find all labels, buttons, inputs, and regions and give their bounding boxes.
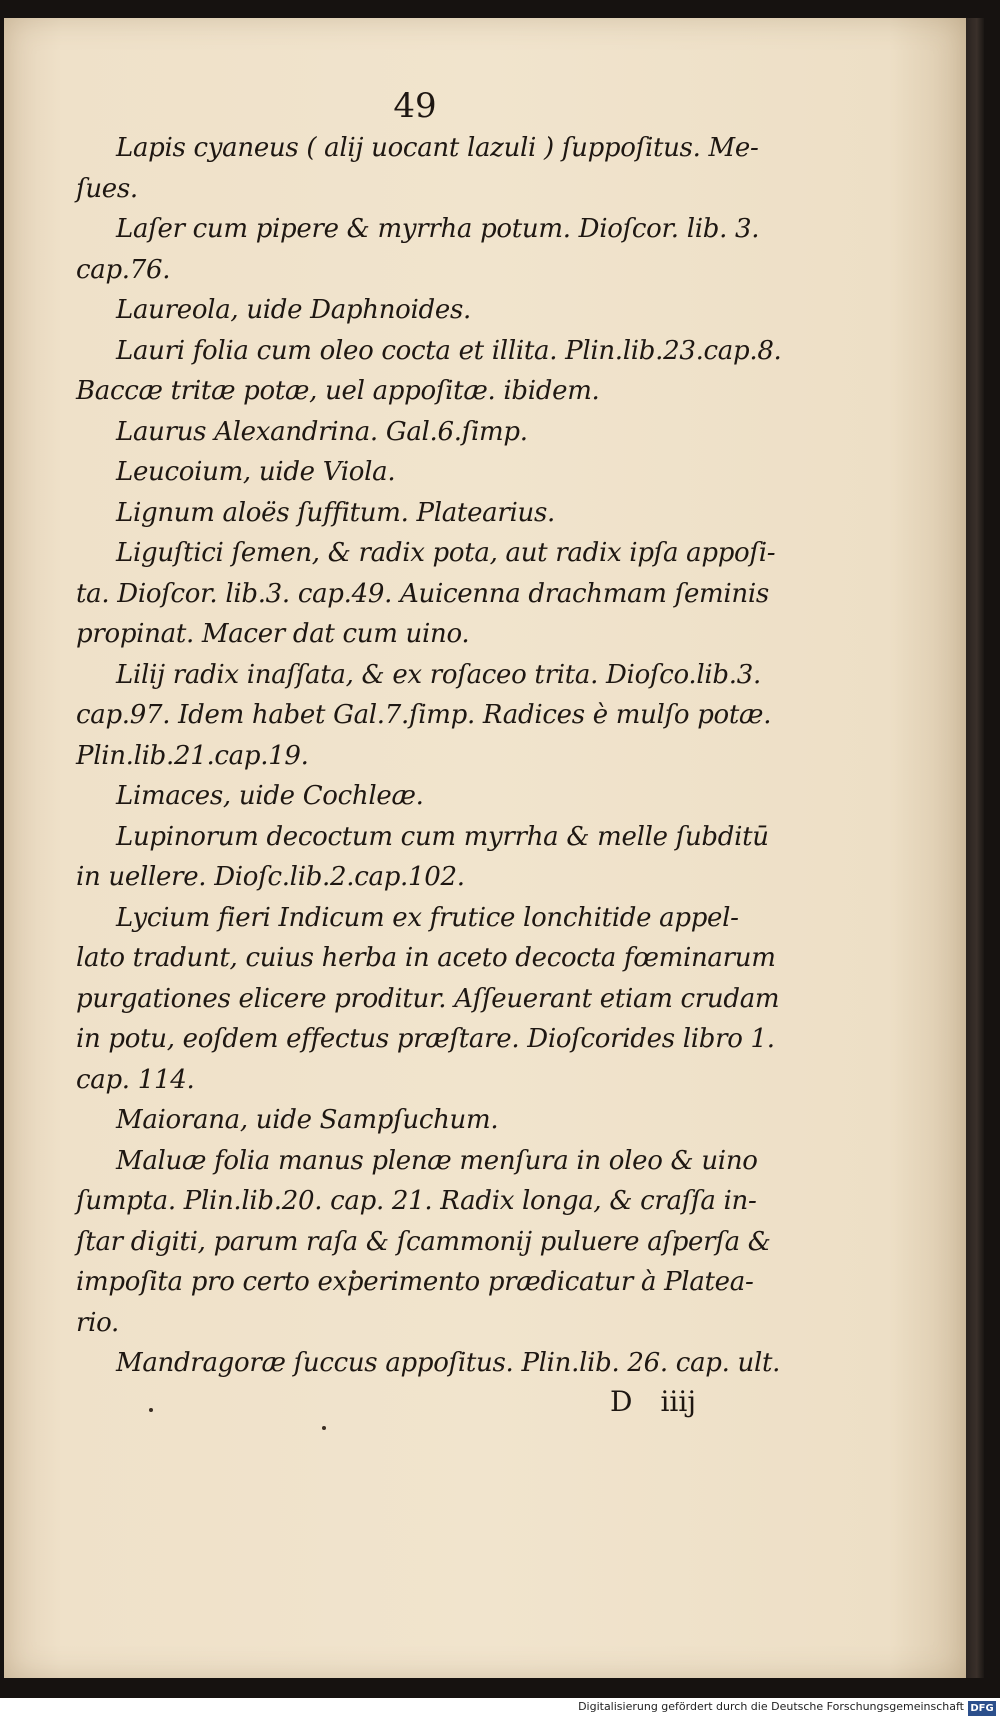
text-line: Lycium fieri Indicum ex frutice lonchitide appel- (116, 902, 739, 933)
text-line: in uellere. Dioſc.lib.2.cap.102. (76, 862, 465, 892)
text-line: ſues. (76, 173, 138, 204)
text-line: Lilij radix inaſſata, & ex roſaceo trita. Dioſco.lib.3. (116, 659, 761, 690)
text-line: Liguſtici ſemen, & radix pota, aut radix ipſa appoſi- (116, 538, 776, 568)
text-line: rio. (76, 1307, 120, 1338)
text-line: Lupinorum decoctum cum myrrha & melle ſubditū (116, 821, 769, 852)
text-line: ſumpta. Plin.lib.20. cap. 21. Radix longa, & craſſa in- (76, 1186, 757, 1216)
text-line: Mandragoræ ſuccus appoſitus. Plin.lib. 26. cap. ult. (116, 1348, 781, 1378)
text-line: Laſer cum pipere & myrrha potum. Dioſcor. lib. 3. (116, 214, 760, 244)
ink-speck (322, 1426, 326, 1430)
text-line: Laureola, uide Daphnoides. (116, 295, 471, 325)
text-line: Maluæ folia manus plenæ menſura in oleo & uino (116, 1145, 758, 1176)
text-line: impoſita pro certo experimento prædicatur à Platea- (76, 1267, 754, 1297)
page-number: 49 (393, 86, 437, 126)
text-line: purgationes elicere proditur. Aſſeuerant etiam crudam (76, 983, 780, 1014)
text-line: Limaces, uide Cochleæ. (116, 781, 424, 811)
text-line: propinat. Macer dat cum uino. (76, 619, 470, 649)
text-line: cap.97. Idem habet Gal.7.ſimp. Radices è mulſo potæ. (76, 700, 772, 730)
text-line: cap.76. (76, 254, 171, 285)
text-line: Lignum aloës ſuffitum. Platearius. (116, 497, 555, 528)
signature-number: iiij (660, 1385, 696, 1418)
signature-mark (610, 1385, 724, 1418)
signature-letter: D (610, 1385, 633, 1418)
text-line: Leucoium, uide Viola. (116, 457, 396, 487)
text-line: lato tradunt, cuius herba in aceto decocta fœminarum (76, 943, 776, 973)
footer-bar (0, 1698, 1000, 1720)
text-block (76, 128, 782, 1384)
text-line: in potu, eoſdem effectus præſtare. Dioſcorides libro 1. (76, 1024, 775, 1054)
text-line: Plin.lib.21.cap.19. (76, 740, 309, 771)
text-line: ta. Dioſcor. lib.3. cap.49. Auicenna drachmam ſeminis (76, 578, 769, 609)
text-line: Laurus Alexandrina. Gal.6.ſimp. (116, 416, 528, 447)
text-line: ſtar digiti, parum raſa & ſcammonij puluere aſperſa & (76, 1226, 771, 1257)
text-line: Maiorana, uide Sampſuchum. (116, 1105, 499, 1135)
text-line: Baccæ tritæ potæ, uel appoſitæ. ibidem. (76, 376, 600, 406)
page-edge (966, 18, 984, 1678)
footer-credit: Digitalisierung gefördert durch die Deutsche Forschungsgemeinschaft (578, 1700, 964, 1713)
text-line: Lapis cyaneus ( alij uocant lazuli ) ſuppoſitus. Me- (116, 133, 759, 163)
ink-speck (149, 1408, 153, 1412)
dfg-logo: DFG (968, 1701, 996, 1716)
text-line: cap. 114. (76, 1064, 195, 1095)
text-line: Lauri folia cum oleo cocta et illita. Plin.lib.23.cap.8. (116, 335, 782, 366)
